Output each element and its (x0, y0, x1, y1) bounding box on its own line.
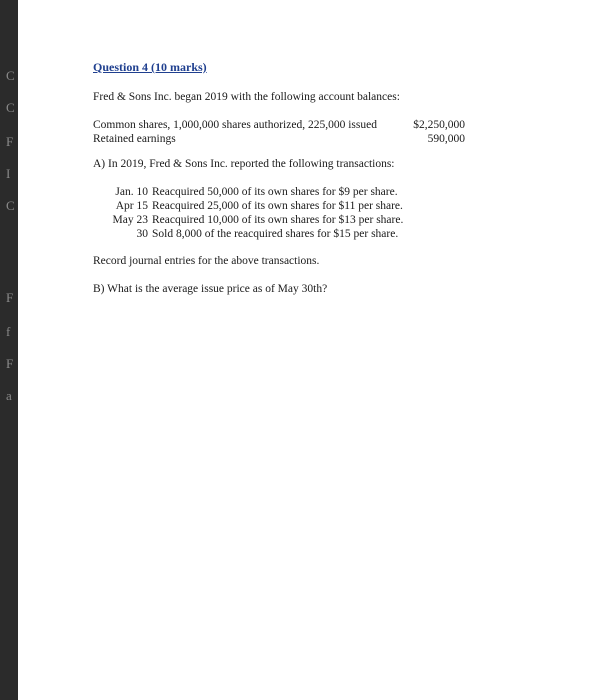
strip-char: I (6, 166, 11, 181)
transaction-date: Apr 15 (115, 200, 148, 212)
transaction-row (93, 227, 403, 241)
strip-char: F (6, 134, 14, 149)
strip-char: C (6, 100, 15, 115)
document-page (18, 0, 603, 700)
balance-row (93, 118, 465, 132)
transaction-row (93, 213, 403, 227)
strip-char: F (6, 290, 14, 305)
transaction-desc: Sold 8,000 of the reacquired shares for $15 per share. (152, 228, 399, 240)
instruction-text: Record journal entries for the above transactions. (93, 255, 320, 267)
strip-char: f (6, 324, 11, 339)
strip-char: a (6, 388, 12, 403)
balance-label: Retained earnings (93, 133, 176, 145)
transaction-desc: Reacquired 50,000 of its own shares for $9 per share. (152, 186, 398, 198)
transaction-date: May 23 (112, 214, 148, 226)
transaction-desc: Reacquired 25,000 of its own shares for $11 per share. (152, 200, 403, 212)
intro-text: Fred & Sons Inc. began 2019 with the following account balances: (93, 91, 400, 103)
transaction-date: 30 (136, 228, 148, 240)
transaction-date: Jan. 10 (115, 186, 148, 198)
part-a-text: A) In 2019, Fred & Sons Inc. reported the following transactions: (93, 158, 395, 170)
transactions-table (93, 185, 403, 241)
balance-value: $2,250,000 (413, 119, 465, 131)
balance-value: 590,000 (427, 133, 465, 145)
account-balances (93, 118, 493, 146)
transaction-row (93, 199, 403, 213)
transaction-row (93, 185, 403, 199)
part-b-text: B) What is the average issue price as of May 30th? (93, 283, 328, 295)
question-title: Question 4 (10 marks) (93, 60, 207, 74)
balance-label: Common shares, 1,000,000 shares authorized, 225,000 issued (93, 119, 377, 131)
transaction-desc: Reacquired 10,000 of its own shares for $13 per share. (152, 214, 404, 226)
question-content (93, 60, 493, 310)
left-window-strip (0, 0, 18, 700)
strip-char: C (6, 198, 15, 213)
strip-char: C (6, 68, 15, 83)
strip-char: F (6, 356, 14, 371)
balance-row (93, 132, 465, 146)
